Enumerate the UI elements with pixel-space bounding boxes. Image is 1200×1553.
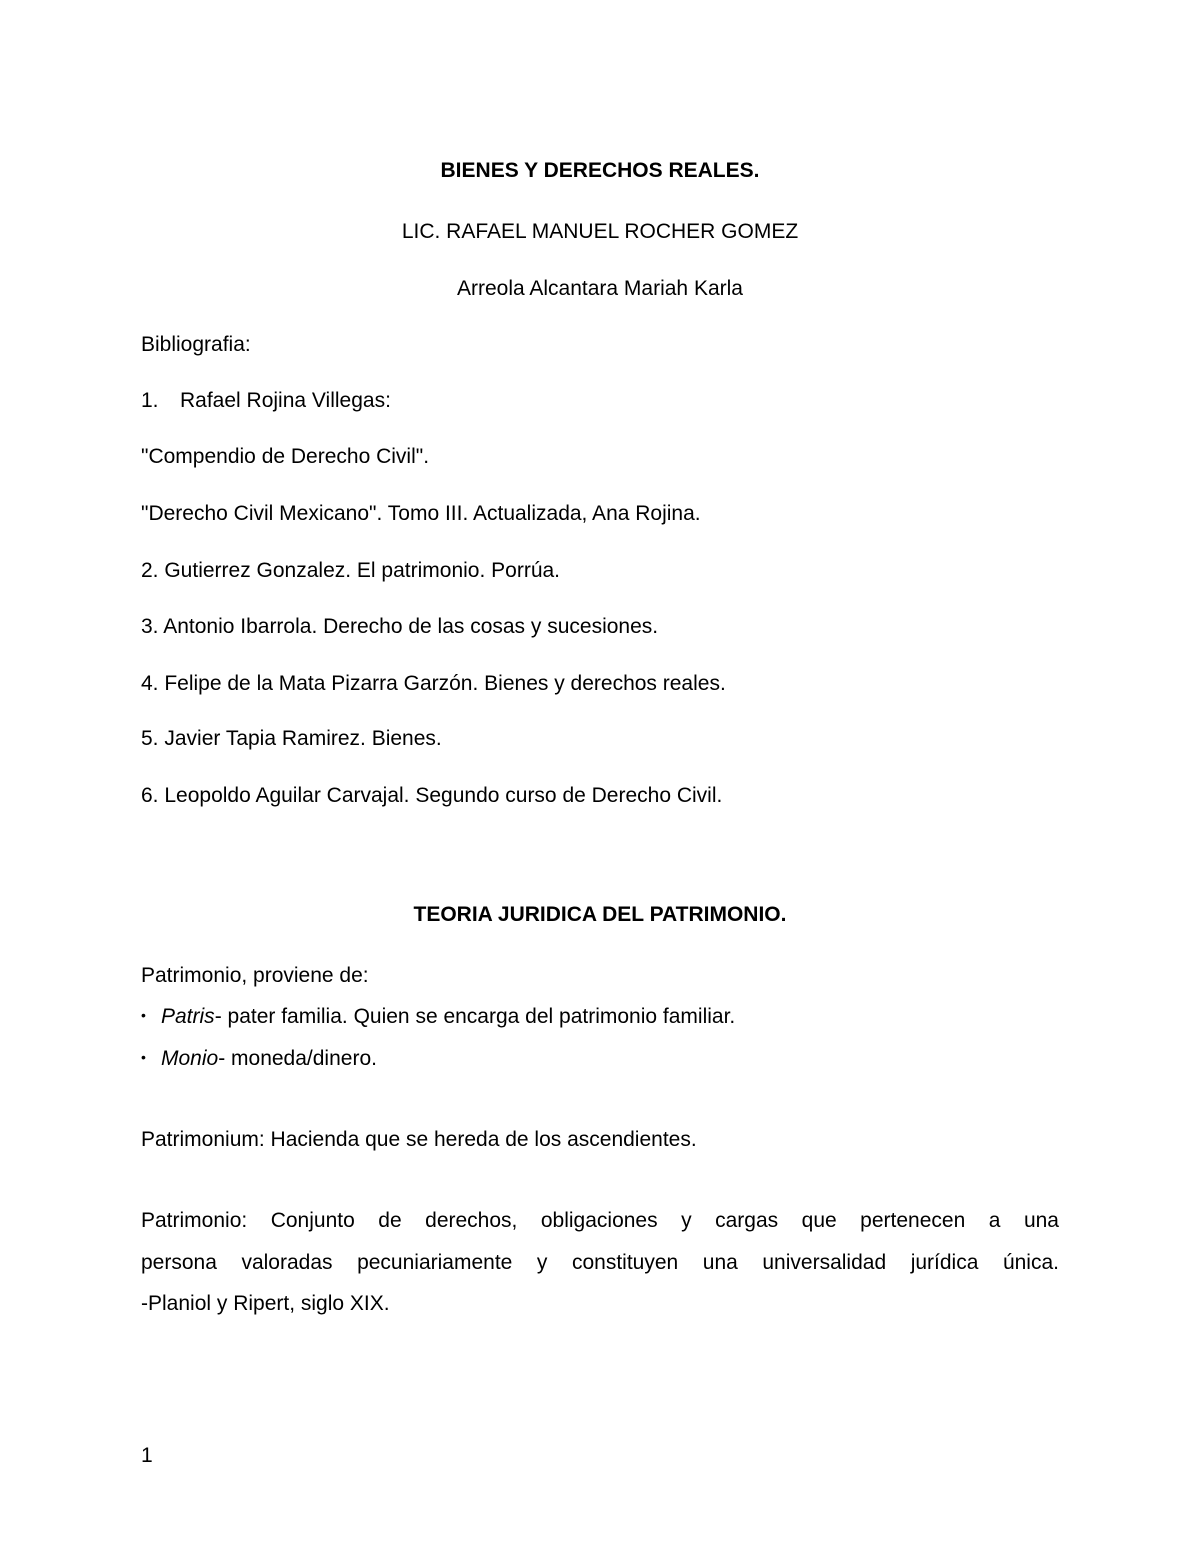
bibliography-item-4: 4. Felipe de la Mata Pizarra Garzón. Bienes y derechos reales. [141, 672, 726, 695]
bullet-text-monio: - moneda/dinero. [218, 1047, 377, 1070]
section-heading: TEORIA JURIDICA DEL PATRIMONIO. [413, 903, 787, 926]
bibliography-item-1 [141, 387, 391, 415]
teacher-name: LIC. RAFAEL MANUEL ROCHER GOMEZ [401, 220, 799, 243]
bibliography-item-1-author: Rafael Rojina Villegas: [180, 389, 391, 412]
patrimonium-paragraph: Patrimonium: Hacienda que se hereda de los ascendientes. [141, 1128, 697, 1151]
bibliography-heading: Bibliografia: [141, 333, 251, 356]
bibliography-item-6: 6. Leopoldo Aguilar Carvajal. Segundo curso de Derecho Civil. [141, 784, 723, 807]
student-name: Arreola Alcantara Mariah Karla [457, 277, 743, 300]
bullet-item-monio [141, 1045, 377, 1073]
bullet-icon: • [141, 1007, 146, 1024]
definition-line-3: -Planiol y Ripert, siglo XIX. [141, 1292, 390, 1315]
definition-line-2: persona valoradas pecuniariamente y constituyen una universalidad jurídica única. [141, 1251, 1059, 1274]
bibliography-item-2: 2. Gutierrez Gonzalez. El patrimonio. Porrúa. [141, 559, 561, 582]
bullet-item-patris [141, 1003, 735, 1031]
definition-line-1: Patrimonio: Conjunto de derechos, obligaciones y cargas que pertenecen a una [141, 1209, 1059, 1232]
origin-intro: Patrimonio, proviene de: [141, 964, 369, 987]
bibliography-item-1-work-1: "Compendio de Derecho Civil". [141, 445, 430, 468]
page-number: 1 [141, 1444, 153, 1467]
document-title: BIENES Y DERECHOS REALES. [440, 159, 760, 182]
bibliography-item-3: 3. Antonio Ibarrola. Derecho de las cosas y sucesiones. [141, 615, 659, 638]
bibliography-item-5: 5. Javier Tapia Ramirez. Bienes. [141, 727, 442, 750]
bibliography-item-1-work-2: "Derecho Civil Mexicano". Tomo III. Actualizada, Ana Rojina. [141, 502, 701, 525]
bibliography-item-1-number: 1. [141, 389, 159, 412]
bullet-icon: • [141, 1049, 146, 1066]
bullet-term-patris: Patris [161, 1005, 215, 1028]
bullet-term-monio: Monio [161, 1047, 219, 1070]
bullet-text-patris: - pater familia. Quien se encarga del patrimonio familiar. [214, 1005, 736, 1028]
